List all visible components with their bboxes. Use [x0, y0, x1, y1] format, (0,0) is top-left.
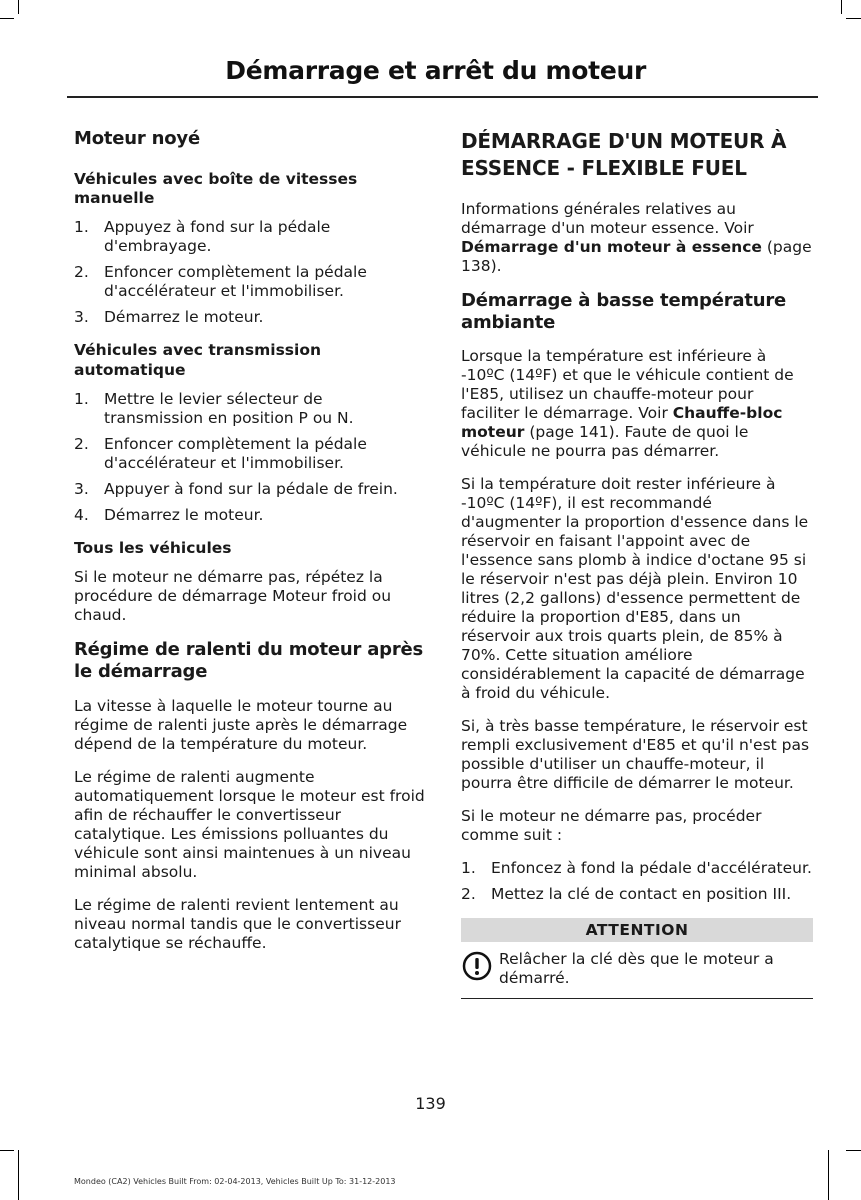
- list-item: [74, 506, 426, 525]
- step-number: 1.: [74, 218, 89, 237]
- idle-paragraph-2: Le régime de ralenti augmente automatiquement lorsque le moteur est froid afin de réchauffer le convertisseur catalytique. Les émissions polluantes du véhicule sont ainsi maintenues à un niveau minimal absolu.: [74, 767, 425, 881]
- attention-divider: [461, 998, 813, 999]
- attention-note: [461, 950, 813, 998]
- step-text: Appuyez à fond sur la pédale d'embrayage.: [104, 218, 331, 256]
- page-reference: (page 141). Faute de quoi le véhicule ne pourra pas démarrer.: [461, 423, 749, 461]
- left-column: [74, 128, 426, 967]
- attention-banner: ATTENTION: [461, 918, 813, 942]
- attention-text: Relâcher la clé dès que le moteur a démarré.: [499, 950, 774, 988]
- cross-reference: Chauffe-bloc moteur: [461, 404, 783, 442]
- idle-paragraph-3: Le régime de ralenti revient lentement au niveau normal tandis que le convertisseur catalytique se réchauffe.: [74, 895, 401, 952]
- section-heading-flooded: Moteur noyé: [74, 128, 200, 149]
- manual-steps: [74, 218, 426, 327]
- list-item: [74, 263, 426, 301]
- crop-mark: [846, 18, 861, 19]
- right-column: [461, 128, 813, 999]
- step-number: 2.: [461, 885, 476, 904]
- list-item: [74, 308, 426, 327]
- page-title: Démarrage et arrêt du moteur: [225, 56, 646, 85]
- step-number: 1.: [74, 390, 89, 409]
- step-text: Mettez la clé de contact en position III.: [491, 885, 792, 904]
- idle-paragraph-1: La vitesse à laquelle le moteur tourne au régime de ralenti juste après le démarrage dépend de la température du moteur.: [74, 696, 408, 753]
- cold-paragraph-1: [461, 347, 813, 461]
- list-item: [74, 435, 426, 473]
- list-item: [461, 885, 813, 904]
- step-text: Démarrez le moteur.: [104, 506, 264, 525]
- footer-text: Mondeo (CA2) Vehicles Built From: 02-04-2013, Vehicles Built Up To: 31-12-2013: [74, 1177, 396, 1186]
- idle-heading: Régime de ralenti du moteur après le démarrage: [74, 639, 424, 683]
- step-number: 3.: [74, 308, 89, 327]
- step-number: 2.: [74, 435, 89, 454]
- step-number: 1.: [461, 859, 476, 878]
- crop-mark: [0, 18, 14, 19]
- step-text: Appuyer à fond sur la pédale de frein.: [104, 480, 398, 499]
- cold-paragraph-3: Si, à très basse température, le réservoir est rempli exclusivement d'E85 et qu'il n'est pas possible d'utiliser un chauffe-moteur, il pourra être difficile de démarrer le moteur.: [461, 717, 810, 793]
- all-vehicles-text: Si le moteur ne démarre pas, répétez la procédure de démarrage Moteur froid ou chaud.: [74, 568, 392, 625]
- step-number: 3.: [74, 480, 89, 499]
- intro-text: Informations générales relatives au démarrage d'un moteur essence. Voir: [461, 200, 754, 237]
- crop-mark: [828, 1150, 829, 1200]
- cold-steps: [461, 859, 813, 904]
- cold-paragraph-4: Si le moteur ne démarre pas, procéder comme suit :: [461, 807, 762, 845]
- crop-mark: [841, 0, 842, 14]
- section-heading-flexfuel: DÉMARRAGE D'UN MOTEUR À ESSENCE - FLEXIBLE FUEL: [461, 129, 787, 180]
- header-divider: [67, 96, 818, 98]
- cross-reference: Démarrage d'un moteur à essence: [461, 238, 762, 256]
- crop-mark: [0, 1150, 14, 1151]
- step-text: Enfoncez à fond la pédale d'accélérateur.: [491, 859, 812, 878]
- page-reference: (page 138).: [461, 238, 812, 275]
- step-text: Enfoncer complètement la pédale d'accélérateur et l'immobiliser.: [104, 435, 367, 473]
- crop-mark: [846, 1150, 861, 1151]
- intro-paragraph: [461, 200, 813, 276]
- cold-start-heading: Démarrage à basse température ambiante: [461, 290, 787, 333]
- step-number: 2.: [74, 263, 89, 282]
- list-item: [461, 859, 813, 878]
- step-text: Enfoncer complètement la pédale d'accélérateur et l'immobiliser.: [104, 263, 367, 301]
- all-vehicles-heading: Tous les véhicules: [74, 539, 232, 558]
- list-item: [74, 218, 426, 256]
- cold-paragraph-2: Si la température doit rester inférieure à -10ºC (14ºF), il est recommandé d'augmenter la proportion d'essence dans le réservoir en faisant l'appoint avec de l'essence sans plomb à indice d'octane 95 si le réservoir n'est pas déjà plein. Environ 10 litres (2,2 gallons) d'essence permettent de réduire la proportion d'E85, dans un réservoir aux trois quarts plein, de 85% à 70%. Cette situation améliore considérablement la capacité de démarrage à froid du véhicule.: [461, 475, 809, 703]
- manual-heading: Véhicules avec boîte de vitesses manuelle: [74, 169, 358, 207]
- auto-steps: [74, 390, 426, 525]
- list-item: [74, 480, 426, 499]
- step-number: 4.: [74, 506, 89, 525]
- page-number: 139: [415, 1094, 446, 1113]
- crop-mark: [18, 1150, 19, 1200]
- crop-mark: [18, 0, 19, 14]
- cold-text: Lorsque la température est inférieure à -10ºC (14ºF) et que le véhicule contient de l'E85, utilisez un chauffe-moteur pour faciliter le démarrage. Voir: [461, 347, 794, 423]
- warning-exclamation-icon: [462, 951, 492, 981]
- auto-heading: Véhicules avec transmission automatique: [74, 341, 322, 379]
- list-item: [74, 390, 426, 428]
- step-text: Mettre le levier sélecteur de transmission en position P ou N.: [104, 390, 354, 428]
- step-text: Démarrez le moteur.: [104, 308, 264, 327]
